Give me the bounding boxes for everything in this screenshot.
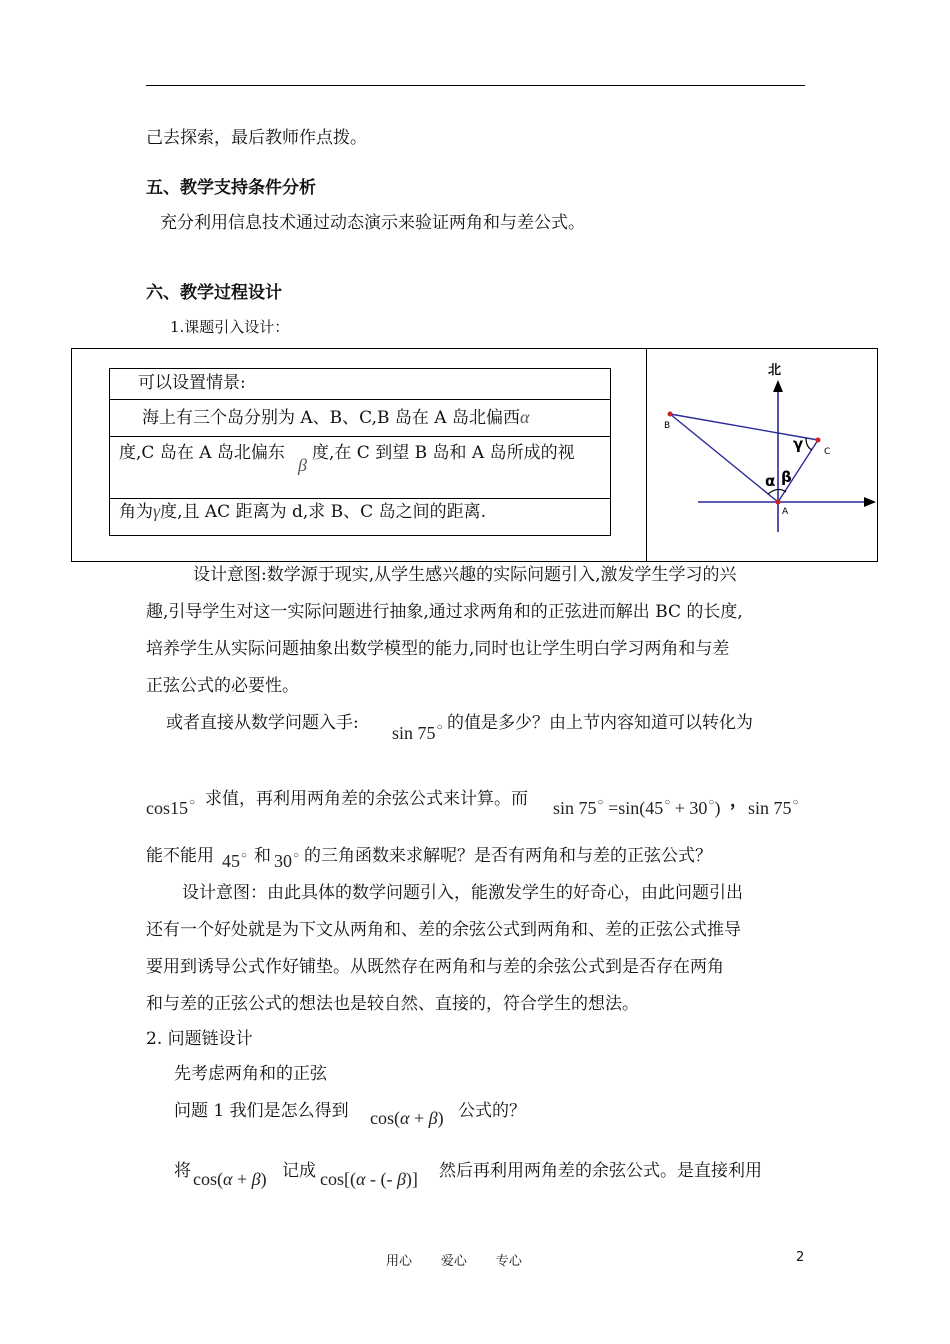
beta-symbol: β (251, 1169, 261, 1189)
chain-line-suffix: 然后再利用两角差的余弦公式。是直接利用 (439, 1161, 762, 1181)
intent-1-line-4: 正弦公式的必要性。 (146, 676, 299, 696)
scenario-row-line (109, 399, 610, 400)
degree-mark: ○ (436, 722, 443, 733)
lbracket: [( (344, 1169, 356, 1189)
line-ab (670, 414, 778, 502)
direct-text-1: 或者直接从数学问题入手: (166, 713, 359, 733)
degree-mark: ○ (792, 797, 799, 808)
scenario-row-2 (142, 407, 529, 428)
scenario-text: 度,且 AC 距离为 d,求 B、C 岛之间的距离. (160, 502, 486, 522)
alpha-symbol: α (223, 1169, 233, 1189)
island-diagram (648, 350, 878, 560)
intent-2-line-1: 设计意图：由此具体的数学问题引入，能激发学生的好奇心，由此问题引出 (182, 883, 743, 903)
expr-sin75-end (748, 797, 799, 819)
section-chain-title: 2. 问题链设计 (146, 1029, 253, 1049)
intent-1-line-3: 培养学生从实际问题抽象出数学模型的能力,同时也让学生明白学习两角和与差 (146, 639, 730, 659)
rparen: ) (714, 798, 721, 818)
expr-cos-sum (193, 1169, 267, 1190)
intent-2-line-4: 和与差的正弦公式的想法也是较自然、直接的，符合学生的想法。 (146, 994, 639, 1014)
degree-mark: ○ (597, 797, 604, 808)
label-c: C (824, 447, 831, 457)
direct-text-7: 的三角函数来求解呢？是否有两角和与差的正弦公式？ (304, 846, 712, 866)
north-arrowhead (773, 380, 783, 392)
alpha-symbol: α (356, 1169, 366, 1189)
minus-sign: - (365, 1169, 381, 1189)
expr-sin75-eq (553, 797, 720, 819)
angle-gamma-label: γ (793, 435, 804, 453)
chain-line-prefix: 将 (174, 1161, 191, 1181)
rparen: ) (260, 1169, 267, 1189)
rbracket: )] (405, 1169, 418, 1189)
direct-text-5: 能不能用 (146, 846, 214, 866)
chain-first: 先考虑两角和的正弦 (174, 1064, 327, 1084)
beta-symbol: β (428, 1108, 438, 1128)
fn-sin: sin (748, 798, 770, 818)
expr-45deg (222, 850, 247, 872)
degree-mark: ○ (241, 850, 248, 861)
degree-mark: ○ (708, 797, 715, 808)
fn-cos: cos (146, 798, 170, 818)
section-6-heading: 六、教学过程设计 (146, 283, 282, 303)
comma: ， (730, 791, 747, 811)
point-c (816, 438, 821, 443)
beta-symbol: β (396, 1169, 406, 1189)
page-number: 2 (796, 1250, 805, 1265)
label-a: A (782, 507, 789, 517)
lparen: ( (217, 1169, 223, 1189)
point-a (776, 500, 781, 505)
degree-mark: ○ (293, 850, 300, 861)
fn-cos: cos (193, 1169, 217, 1189)
question-1-label: 问题 1 我们是怎么得到 (174, 1101, 349, 1121)
scenario-row-line (109, 498, 610, 499)
alpha-symbol: α (519, 407, 530, 427)
paragraph-continuation: 己去探索，最后教师作点拨。 (146, 128, 367, 148)
degree-mark: ○ (189, 797, 196, 808)
scenario-row-3a: 度,C 岛在 A 岛北偏东 (119, 443, 285, 463)
fn-cos: cos (320, 1169, 344, 1189)
point-b (668, 412, 673, 417)
num-15: 15 (170, 798, 188, 818)
scenario-text: 海上有三个岛分别为 A、B、C,B 岛在 A 岛北偏西 (142, 408, 520, 428)
plus-sign: + (409, 1108, 429, 1128)
angle-arc-c (806, 438, 812, 450)
fn-cos: cos (370, 1108, 394, 1128)
direct-text-6: 和 (254, 846, 271, 866)
east-arrowhead (864, 497, 876, 507)
expr-cos-alpha-plus-beta (370, 1108, 444, 1129)
plus-sign: + (232, 1169, 252, 1189)
fn-sin: sin (392, 723, 414, 743)
num-75: 75 (578, 798, 597, 818)
scenario-row-1: 可以设置情景: (138, 373, 246, 393)
num-45: 45 (222, 851, 240, 871)
section-5-heading: 五、教学支持条件分析 (146, 178, 316, 198)
lparen: ( (394, 1108, 400, 1128)
intent-1-line-2: 趣,引导学生对这一实际问题进行抽象,通过求两角和的正弦进而解出 BC 的长度, (146, 602, 743, 622)
fn-sin: sin (553, 798, 575, 818)
beta-symbol: β (298, 455, 307, 475)
table-divider (646, 348, 647, 561)
num-75: 75 (773, 798, 792, 818)
num-75: 75 (417, 723, 436, 743)
expr-30deg (274, 850, 299, 872)
expr-cos15 (146, 797, 195, 819)
alpha-symbol: α (400, 1108, 410, 1128)
intent-1-line-1: 设计意图:数学源于现实,从学生感兴趣的实际问题引入,激发学生学习的兴 (193, 565, 737, 585)
subsection-1-title: 1.课题引入设计： (170, 318, 290, 336)
neg-paren: (- (380, 1169, 397, 1189)
scenario-row-3b: 度,在 C 到望 B 岛和 A 岛所成的视 (312, 443, 575, 463)
direct-text-2: 的值是多少？由上节内容知道可以转化为 (447, 713, 753, 733)
chain-line-mid: 记成 (282, 1161, 316, 1181)
header-rule (146, 85, 805, 86)
degree-mark: ○ (664, 797, 671, 808)
scenario-text: 角为 (119, 502, 153, 522)
question-1-suffix: 公式的？ (458, 1101, 526, 1121)
section-5-text: 充分利用信息技术通过动态演示来验证两角和与差公式。 (160, 213, 585, 233)
plus-sign: + (670, 798, 690, 818)
num-30: 30 (689, 798, 708, 818)
footer-motto: 用心 爱心 专心 (386, 1254, 522, 1269)
angle-beta-label: β (781, 468, 792, 486)
intent-2-line-3: 要用到诱导公式作好铺垫。从既然存在两角和与差的余弦公式到是否存在两角 (146, 957, 724, 977)
scenario-row-4 (119, 501, 486, 522)
expr-cos-diff (320, 1169, 418, 1190)
scenario-row-line (109, 436, 610, 437)
rparen: ) (437, 1108, 444, 1128)
expr-sin75 (392, 722, 443, 744)
num-30: 30 (274, 851, 292, 871)
num-45: 45 (645, 798, 664, 818)
angle-alpha-label: α (765, 472, 776, 490)
gamma-symbol: γ (153, 501, 161, 521)
intent-2-line-2: 还有一个好处就是为下文从两角和、差的余弦公式到两角和、差的正弦公式推导 (146, 920, 741, 940)
north-label: 北 (768, 363, 782, 378)
eq-sin: =sin( (608, 798, 646, 818)
direct-text-3: 求值，再利用两角差的余弦公式来计算。而 (205, 789, 528, 809)
label-b: B (664, 421, 671, 431)
